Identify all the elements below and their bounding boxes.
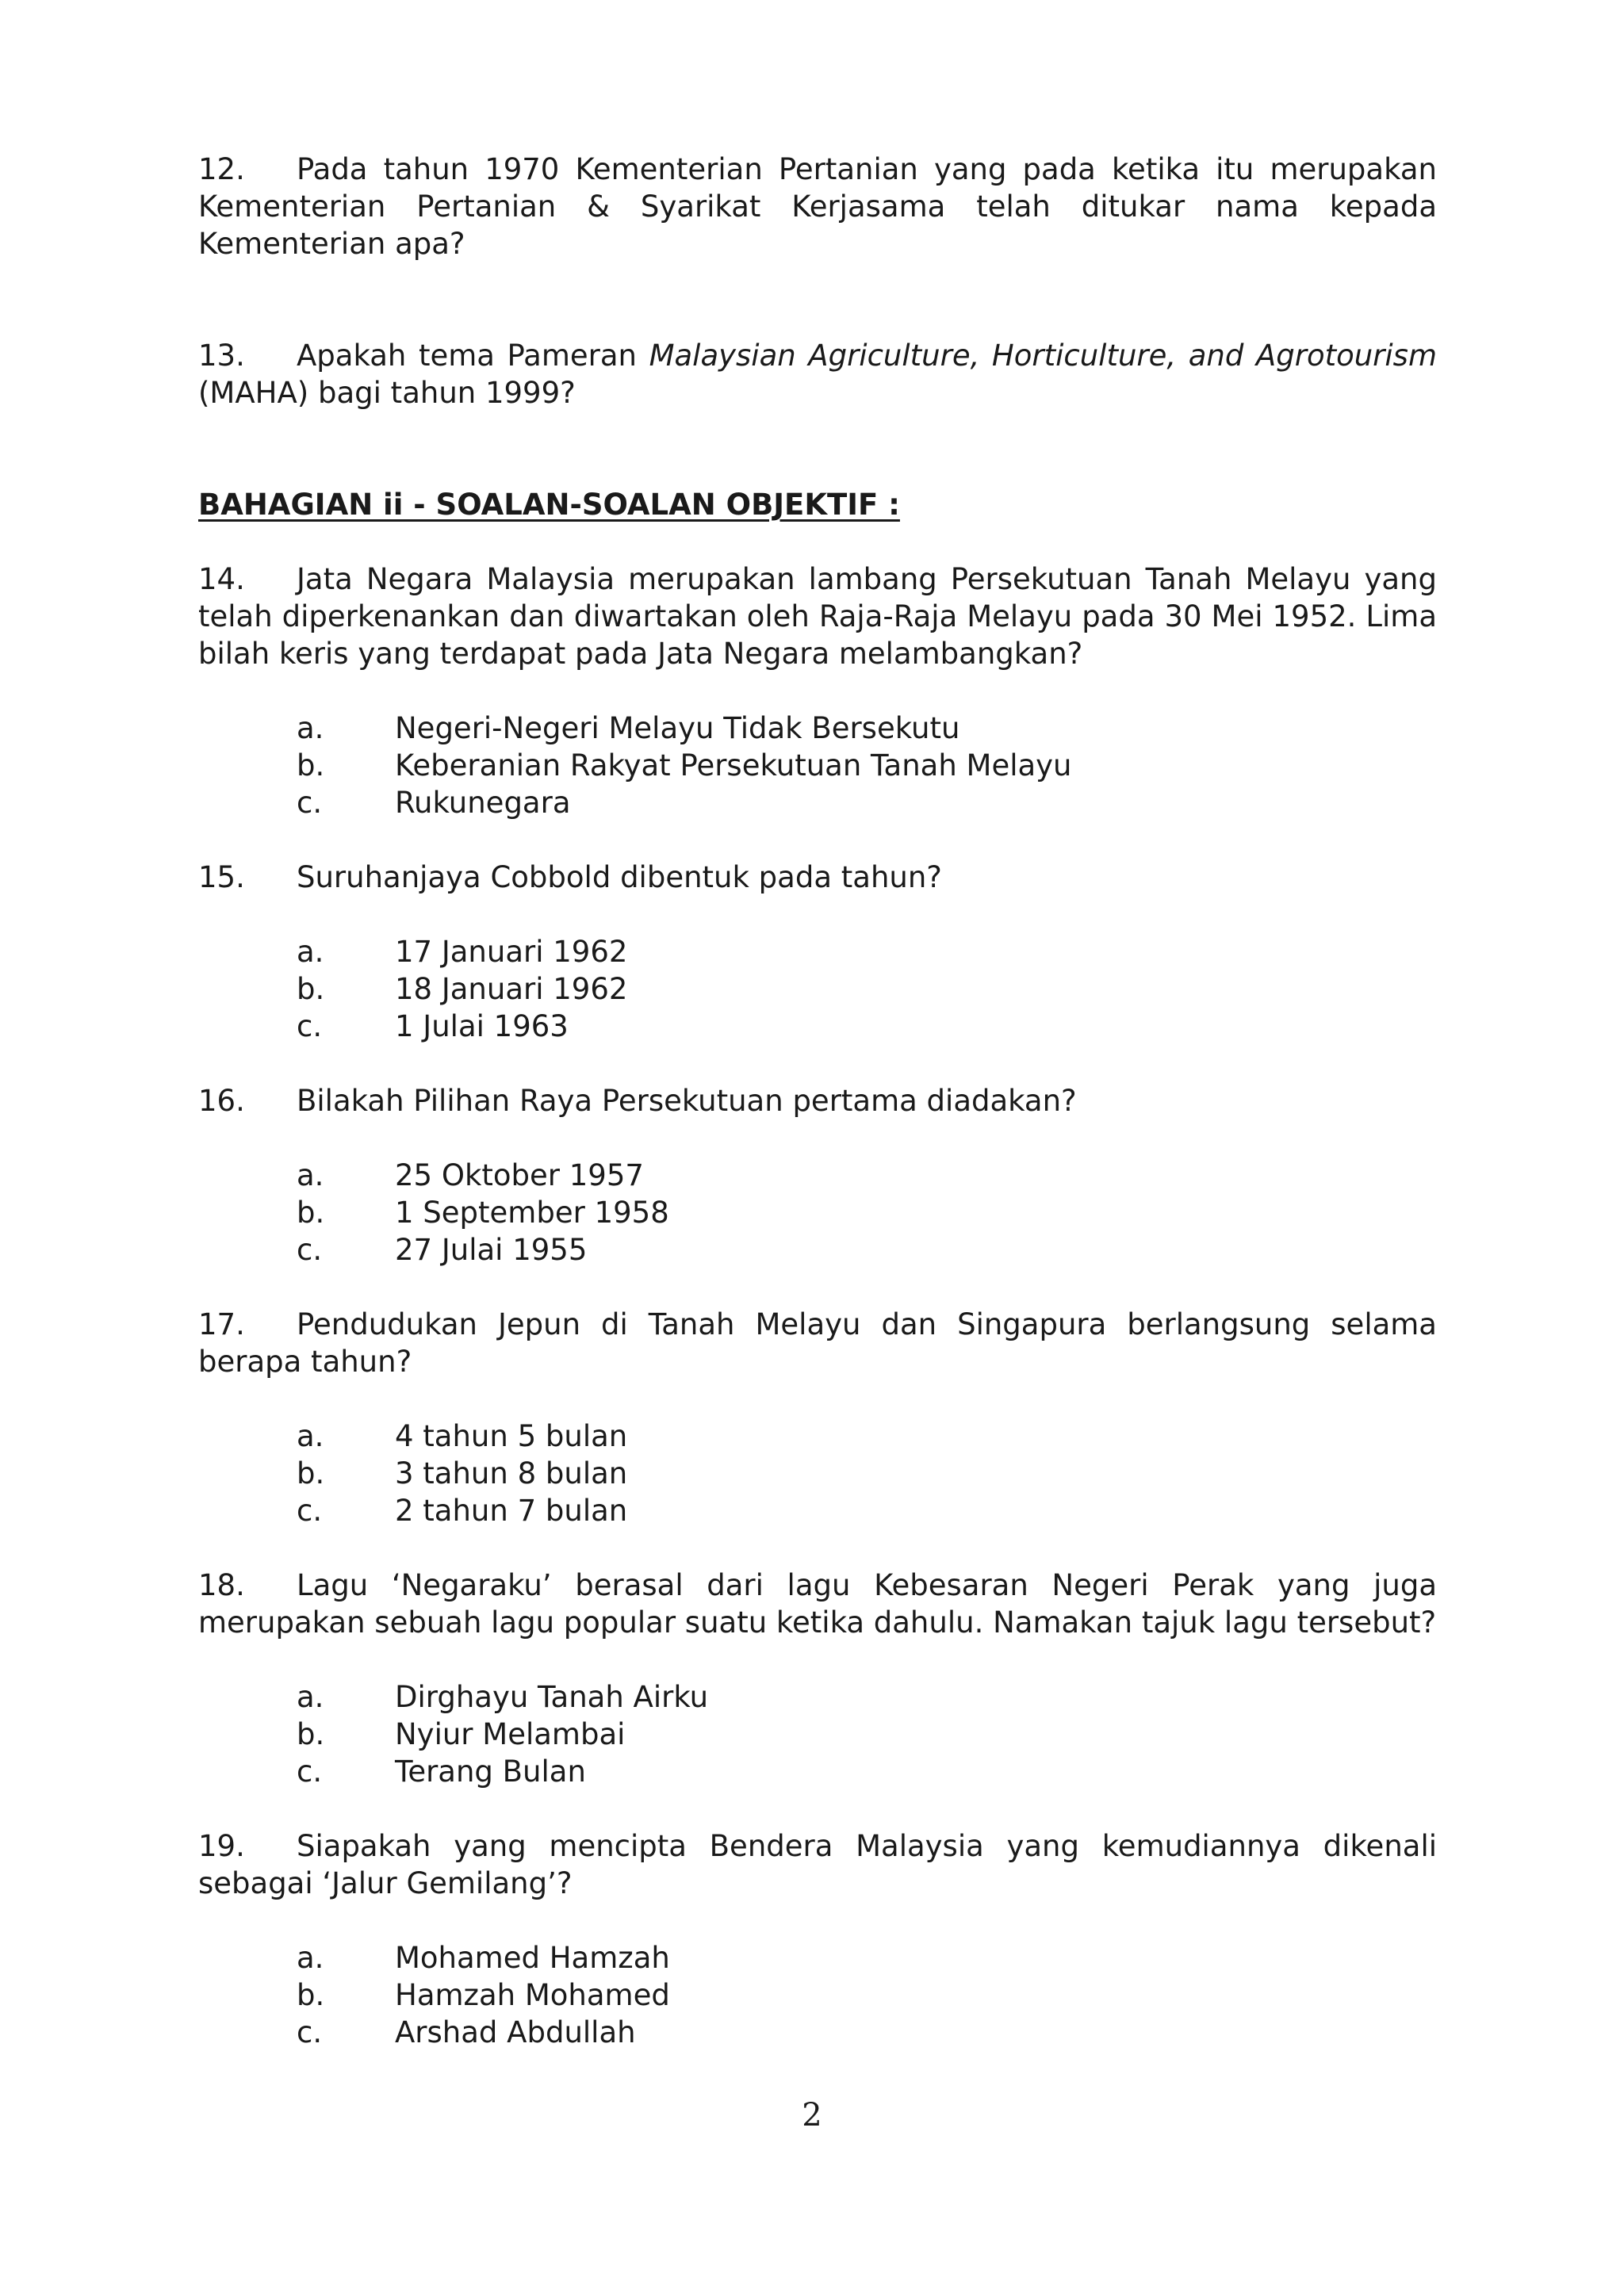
option-a <box>297 1678 1437 1716</box>
option-letter: a. <box>297 1680 324 1714</box>
option-letter: c. <box>297 786 323 820</box>
option-list <box>198 1157 1437 1269</box>
question-text: Bilakah Pilihan Raya Persekutuan pertama diadakan? <box>297 1084 1077 1118</box>
question-19 <box>198 1827 1437 2051</box>
option-letter: c. <box>297 1233 323 1267</box>
option-b <box>297 1976 1437 2014</box>
option-list <box>198 1418 1437 1529</box>
option-text: Nyiur Melambai <box>395 1717 626 1751</box>
option-letter: c. <box>297 1494 323 1528</box>
option-a <box>297 710 1437 747</box>
option-text: 1 September 1958 <box>395 1196 669 1230</box>
question-text: Pendudukan Jepun di Tanah Melayu dan Singapura berlangsung selama berapa tahun? <box>198 1307 1437 1379</box>
question-text: Suruhanjaya Cobbold dibentuk pada tahun? <box>297 860 942 894</box>
option-text: 2 tahun 7 bulan <box>395 1494 628 1528</box>
option-text: 3 tahun 8 bulan <box>395 1456 628 1490</box>
option-letter: a. <box>297 1158 324 1192</box>
question-text: Jata Negara Malaysia merupakan lambang Persekutuan Tanah Melayu yang telah diperkenankan dan diwartakan oleh Raja-Raja Melayu pada 30 Mei 1952. Lima bilah keris yang terdapat pada Jata Negara melambangkan? <box>198 562 1437 671</box>
option-letter: b. <box>297 1456 325 1490</box>
option-letter: a. <box>297 1941 324 1975</box>
question-12 <box>198 151 1437 262</box>
option-letter: b. <box>297 1978 325 2012</box>
option-text: Keberanian Rakyat Persekutuan Tanah Melayu <box>395 748 1072 783</box>
question-stem <box>198 1082 1437 1119</box>
question-text: Pada tahun 1970 Kementerian Pertanian yang pada ketika itu merupakan Kementerian Pertanian & Syarikat Kerjasama telah ditukar nama kepada Kementerian apa? <box>198 152 1437 261</box>
question-stem <box>198 1827 1437 1902</box>
section-heading: BAHAGIAN ii - SOALAN-SOALAN OBJEKTIF : <box>198 488 900 522</box>
question-text: Siapakah yang mencipta Bendera Malaysia yang kemudiannya dikenali sebagai ‘Jalur Gemilang’? <box>198 1829 1437 1900</box>
option-b <box>297 1194 1437 1231</box>
page-number: 2 <box>802 2097 822 2133</box>
question-number: 16. <box>198 1084 245 1118</box>
option-text: Dirghayu Tanah Airku <box>395 1680 709 1714</box>
option-list <box>198 1678 1437 1790</box>
option-letter: a. <box>297 711 324 745</box>
option-b <box>297 970 1437 1008</box>
question-text: (MAHA) bagi tahun 1999? <box>198 376 576 410</box>
option-c <box>297 2014 1437 2051</box>
question-text-italic: Malaysian Agriculture, Horticulture, and Agrotourism <box>649 339 1437 373</box>
question-number: 13. <box>198 339 245 373</box>
question-stem <box>198 859 1437 896</box>
question-number: 14. <box>198 562 245 596</box>
document-page <box>198 151 1437 2051</box>
option-text: 1 Julai 1963 <box>395 1009 569 1043</box>
question-number: 12. <box>198 152 245 186</box>
option-text: 25 Oktober 1957 <box>395 1158 644 1192</box>
question-text: Lagu ‘Negaraku’ berasal dari lagu Kebesaran Negeri Perak yang juga merupakan sebuah lagu popular suatu ketika dahulu. Namakan tajuk lagu tersebut? <box>198 1568 1437 1640</box>
option-c <box>297 1231 1437 1269</box>
question-number: 19. <box>198 1829 245 1863</box>
question-stem <box>198 561 1437 672</box>
option-text: Arshad Abdullah <box>395 2015 636 2049</box>
question-15 <box>198 859 1437 1045</box>
question-stem <box>198 1306 1437 1380</box>
option-a <box>297 933 1437 970</box>
option-list <box>198 710 1437 821</box>
question-17 <box>198 1306 1437 1529</box>
option-a <box>297 1939 1437 1976</box>
option-letter: c. <box>297 1755 323 1789</box>
option-a <box>297 1157 1437 1194</box>
option-letter: c. <box>297 1009 323 1043</box>
question-stem <box>198 1567 1437 1641</box>
option-b <box>297 747 1437 784</box>
option-letter: b. <box>297 1196 325 1230</box>
question-number: 18. <box>198 1568 245 1602</box>
option-letter: c. <box>297 2015 323 2049</box>
question-number: 17. <box>198 1307 245 1341</box>
option-c <box>297 1492 1437 1529</box>
option-list <box>198 933 1437 1045</box>
option-text: Terang Bulan <box>395 1755 586 1789</box>
question-16 <box>198 1082 1437 1269</box>
option-a <box>297 1418 1437 1455</box>
question-text: Apakah tema Pameran <box>297 339 649 373</box>
question-18 <box>198 1567 1437 1790</box>
option-text: 4 tahun 5 bulan <box>395 1419 628 1453</box>
option-text: 18 Januari 1962 <box>395 972 628 1006</box>
option-letter: a. <box>297 935 324 969</box>
option-letter: b. <box>297 748 325 783</box>
question-13 <box>198 337 1437 411</box>
option-letter: a. <box>297 1419 324 1453</box>
option-text: 17 Januari 1962 <box>395 935 628 969</box>
option-c <box>297 1753 1437 1790</box>
question-number: 15. <box>198 860 245 894</box>
option-list <box>198 1939 1437 2051</box>
option-c <box>297 1008 1437 1045</box>
option-text: Negeri-Negeri Melayu Tidak Bersekutu <box>395 711 960 745</box>
option-text: Mohamed Hamzah <box>395 1941 670 1975</box>
question-14 <box>198 561 1437 821</box>
option-b <box>297 1455 1437 1492</box>
option-text: Hamzah Mohamed <box>395 1978 670 2012</box>
option-letter: b. <box>297 972 325 1006</box>
option-c <box>297 784 1437 821</box>
option-b <box>297 1716 1437 1753</box>
option-text: 27 Julai 1955 <box>395 1233 588 1267</box>
option-letter: b. <box>297 1717 325 1751</box>
option-text: Rukunegara <box>395 786 571 820</box>
